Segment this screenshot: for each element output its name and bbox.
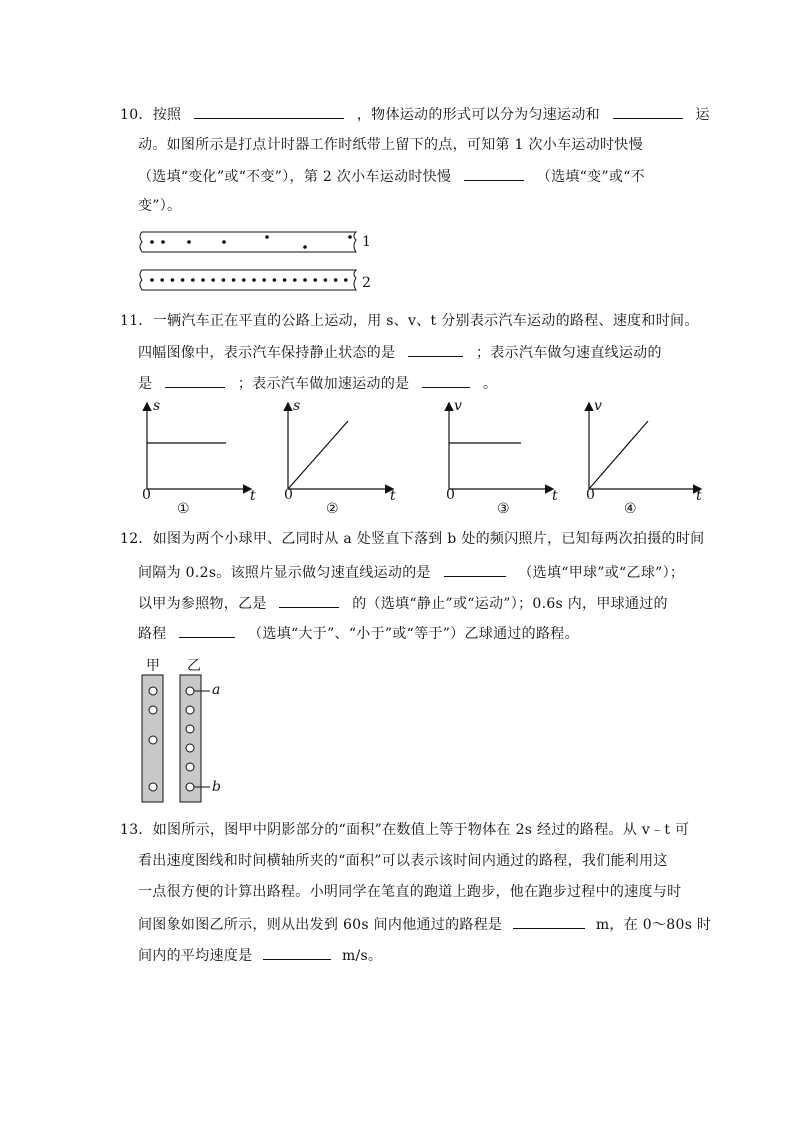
tape-2-dot bbox=[171, 278, 175, 282]
tape-2-dot bbox=[160, 278, 164, 282]
q11-blank-3[interactable] bbox=[422, 374, 470, 388]
tape-2-dot bbox=[273, 278, 277, 282]
q10-blank-1[interactable] bbox=[194, 105, 344, 119]
graph-3 bbox=[449, 404, 552, 489]
tape-2-dot bbox=[201, 278, 205, 282]
q10-text: ，物体运动的形式可以分为匀速运动和 bbox=[356, 107, 600, 123]
tape-2-dot bbox=[150, 278, 154, 282]
q12-text: 的（选填“静止”或“运动”）；0.6s 内，甲球通过的 bbox=[352, 596, 668, 612]
q11-line-2 bbox=[138, 343, 662, 361]
tape-2-dot bbox=[293, 278, 297, 282]
q10-line-1 bbox=[120, 105, 710, 123]
q13-line-5 bbox=[138, 946, 382, 964]
q12-text: （选填“甲球”或“乙球”）； bbox=[518, 565, 685, 581]
q12-line-3 bbox=[138, 594, 668, 612]
q13-blank-1[interactable] bbox=[513, 915, 585, 929]
q13-text: 间内的平均速度是 bbox=[138, 948, 253, 964]
graph-2-number: ② bbox=[326, 501, 339, 517]
q11-blank-1[interactable] bbox=[408, 343, 463, 357]
q10-line-3 bbox=[138, 167, 645, 185]
tape-2-dot bbox=[283, 278, 287, 282]
label-a: a bbox=[212, 682, 221, 698]
motion-graphs-figure bbox=[138, 397, 708, 503]
tape-1 bbox=[140, 232, 356, 252]
q12-blank-3[interactable] bbox=[179, 624, 235, 638]
q11-text: 是 bbox=[138, 376, 153, 392]
q12-line-1: 12．如图为两个小球甲、乙同时从 a 处竖直下落到 b 处的频闪照片，已知每两次拍摄的时间 bbox=[120, 531, 705, 547]
graph-1-number: ① bbox=[177, 501, 190, 517]
tape-2-dot bbox=[313, 278, 317, 282]
q10-blank-3[interactable] bbox=[464, 167, 524, 181]
q10-text: （选填“变化”或“不变”），第 2 次小车运动时快慢 bbox=[138, 169, 452, 185]
q10-text: 10．按照 bbox=[120, 107, 182, 123]
graph-2-origin: 0 bbox=[284, 487, 293, 503]
label-yi: 乙 bbox=[187, 658, 201, 674]
graph-1 bbox=[147, 404, 250, 489]
graph-4-xlabel: t bbox=[696, 488, 702, 504]
tape-2-dot bbox=[242, 278, 246, 282]
graph-2-ylabel: s bbox=[293, 398, 301, 414]
q12-text: 路程 bbox=[138, 626, 167, 642]
tape-2-dot bbox=[303, 278, 307, 282]
q13-text: m/s。 bbox=[341, 948, 383, 964]
q12-text: （选填“大于”、“小于”或“等于”）乙球通过的路程。 bbox=[248, 626, 579, 642]
tape-2-dot bbox=[181, 278, 185, 282]
q11-text: ；表示汽车做匀速直线运动的 bbox=[475, 345, 662, 361]
q11-text: 。 bbox=[482, 376, 498, 392]
tape-2-dot bbox=[232, 278, 236, 282]
q12-line-4 bbox=[138, 624, 579, 642]
q10-line-2: 动。如图所示是打点计时器工作时纸带上留下的点，可知第 1 次小车运动时快慢 bbox=[138, 137, 643, 153]
label-jia: 甲 bbox=[146, 658, 160, 674]
tape-2-label: 2 bbox=[362, 275, 371, 291]
q11-text: 四幅图像中，表示汽车保持静止状态的是 bbox=[138, 345, 396, 361]
graph-3-origin: 0 bbox=[446, 487, 455, 503]
tape-2-dot bbox=[222, 278, 226, 282]
q13-line-4 bbox=[138, 915, 711, 933]
q13-line-3: 一点很方便的计算出路程。小明同学在笔直的跑道上跑步，他在跑步过程中的速度与时 bbox=[138, 884, 682, 900]
q13-text: m，在 0～80s 时 bbox=[595, 917, 712, 933]
q12-text: 以甲为参照物，乙是 bbox=[138, 596, 267, 612]
q13-line-2: 看出速度图线和时间横轴所夹的“面积”可以表示该时间内通过的路程，我们能利用这 bbox=[138, 853, 668, 869]
q12-blank-2[interactable] bbox=[279, 594, 339, 608]
graph-2 bbox=[288, 404, 392, 489]
q13-line-1: 13．如图所示，图甲中阴影部分的“面积”在数值上等于物体在 2s 经过的路程。从 v﹣t 可 bbox=[120, 822, 690, 838]
label-b: b bbox=[212, 779, 221, 795]
graph-1-origin: 0 bbox=[142, 487, 151, 503]
q11-line-1: 11．一辆汽车正在平直的公路上运动，用 s、v、t 分别表示汽车运动的路程、速度和时间。 bbox=[120, 313, 699, 329]
graph-1-xlabel: t bbox=[250, 488, 256, 504]
q11-blank-2[interactable] bbox=[165, 374, 225, 388]
tape-2-dot bbox=[334, 278, 338, 282]
graph-3-ylabel: v bbox=[454, 398, 462, 414]
graph-3-xlabel: t bbox=[552, 488, 558, 504]
tape-2 bbox=[140, 270, 356, 290]
tape-2-dot bbox=[191, 278, 195, 282]
strobe-photo-figure bbox=[138, 672, 238, 806]
q13-text: 间图象如图乙所示，则从出发到 60s 间内他通过的路程是 bbox=[138, 917, 503, 933]
graph-3-number: ③ bbox=[497, 501, 510, 517]
q10-text: 运 bbox=[695, 107, 710, 123]
q11-line-3 bbox=[138, 374, 497, 392]
graph-1-ylabel: s bbox=[153, 398, 161, 414]
q10-blank-2[interactable] bbox=[613, 105, 683, 119]
tape-2-dot bbox=[262, 278, 266, 282]
graph-2-xlabel: t bbox=[390, 488, 396, 504]
ticker-tape-figure bbox=[136, 226, 376, 296]
q10-text: （选填“变”或“不 bbox=[536, 169, 645, 185]
q10-line-4: 变”）。 bbox=[138, 198, 182, 214]
q12-blank-1[interactable] bbox=[444, 563, 506, 577]
tape-1-label: 1 bbox=[362, 234, 371, 250]
tape-2-dot bbox=[324, 278, 328, 282]
graph-4 bbox=[589, 404, 700, 489]
graph-4-origin: 0 bbox=[586, 487, 595, 503]
tape-2-dot bbox=[252, 278, 256, 282]
q11-text: ；表示汽车做加速运动的是 bbox=[237, 376, 410, 392]
q12-line-2 bbox=[138, 563, 684, 581]
graph-4-ylabel: v bbox=[594, 398, 602, 414]
tape-2-dot bbox=[211, 278, 215, 282]
tape-2-dot bbox=[344, 278, 348, 282]
q13-blank-2[interactable] bbox=[263, 946, 331, 960]
q12-text: 间隔为 0.2s。该照片显示做匀速直线运动的是 bbox=[138, 565, 431, 581]
graph-4-number: ④ bbox=[624, 501, 637, 517]
